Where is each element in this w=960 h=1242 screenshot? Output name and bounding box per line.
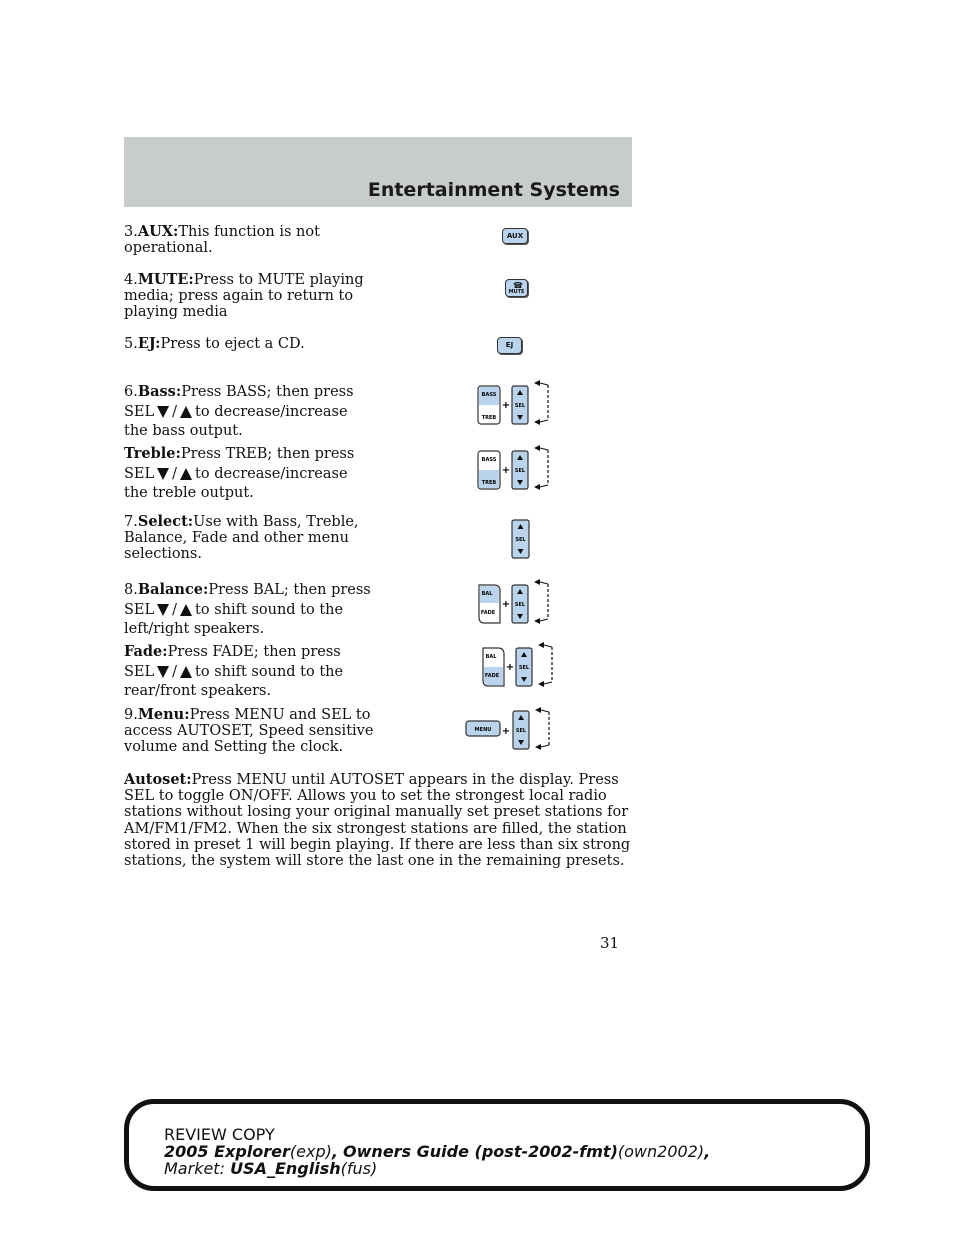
item-aux <box>124 224 384 256</box>
svg-text:SEL: SEL <box>514 468 526 474</box>
speaker-icon: ☎ <box>513 281 523 290</box>
eject-button-icon: EJ <box>497 337 522 354</box>
svg-text:BAL: BAL <box>481 591 493 597</box>
item-menu: 9.Menu:Press MENU and SEL to access AUTOSET, Speed sensitive volume and Setting the clock. <box>124 706 374 755</box>
down-arrow-icon <box>157 604 169 616</box>
svg-text:+: + <box>501 400 511 411</box>
svg-text:TREB: TREB <box>481 480 497 486</box>
bass-sel-diagram <box>476 378 556 428</box>
item-bass: 6.Bass:Press BASS; then press SEL / to decrease/increase the bass output. <box>124 383 354 439</box>
up-arrow-icon <box>180 468 192 480</box>
item-balance: 8.Balance:Press BAL; then press SEL / to shift sound to the left/right speakers. <box>124 581 371 637</box>
svg-text:+: + <box>505 662 515 673</box>
review-copy-text: REVIEW COPY 2005 Explorer(exp), Owners Guide (post-2002-fmt)(own2002), Market: USA_English(fus) <box>164 1125 711 1178</box>
up-arrow-icon <box>180 406 192 418</box>
up-arrow-icon <box>180 604 192 616</box>
fade-sel-diagram <box>480 640 560 692</box>
svg-text:SEL: SEL <box>515 728 527 734</box>
treb-label: TREB <box>481 415 497 421</box>
aux-button-icon: AUX <box>502 228 528 244</box>
autoset-paragraph: Autoset:Press MENU until AUTOSET appears in the display. Press SEL to toggle ON/OFF. Allows you to set the strongest local radio stations without losing your original manually set preset stations for AM/FM1/FM2. When the six strongest stations are filled, the station stored in preset 1 will begin playing. If there are less than six strong stations, the system will store the last one in the remaining presets. <box>124 771 631 870</box>
mute-button-icon: ☎ MUTE <box>505 279 528 297</box>
svg-text:MENU: MENU <box>474 727 492 733</box>
item-ej: 5.EJ:Press to eject a CD. <box>124 335 305 352</box>
svg-text:SEL: SEL <box>514 403 526 409</box>
svg-text:FADE: FADE <box>484 673 500 679</box>
select-button-diagram <box>510 518 532 560</box>
page-title: Entertainment Systems <box>367 179 620 201</box>
svg-text:BASS: BASS <box>481 457 497 463</box>
bass-label: BASS <box>481 392 497 398</box>
balance-sel-diagram <box>476 577 556 627</box>
svg-text:SEL: SEL <box>514 602 526 608</box>
item-text: This function is not operational. <box>124 224 320 256</box>
svg-text:+: + <box>501 726 511 737</box>
svg-text:+: + <box>501 599 511 610</box>
svg-text:+: + <box>501 465 511 476</box>
menu-sel-diagram <box>464 705 556 755</box>
svg-text:SEL: SEL <box>518 665 530 671</box>
item-treble: Treble:Press TREB; then press SEL / to decrease/increase the treble output. <box>124 445 355 501</box>
down-arrow-icon <box>157 468 169 480</box>
treble-sel-diagram <box>476 443 556 493</box>
item-fade: Fade:Press FADE; then press SEL / to shift sound to the rear/front speakers. <box>124 643 344 699</box>
item-term: AUX: <box>137 223 179 240</box>
svg-text:SEL: SEL <box>515 537 526 543</box>
down-arrow-icon <box>157 406 169 418</box>
item-select: 7.Select:Use with Bass, Treble, Balance, Fade and other menu selections. <box>124 513 359 562</box>
up-arrow-icon <box>180 666 192 678</box>
svg-text:BAL: BAL <box>485 654 497 660</box>
page-number: 31 <box>600 934 620 952</box>
item-mute: 4.MUTE:Press to MUTE playing media; press again to return to playing media <box>124 271 364 320</box>
item-number: 3. <box>124 224 138 240</box>
header-band <box>124 137 632 207</box>
svg-text:FADE: FADE <box>480 610 496 616</box>
down-arrow-icon <box>157 666 169 678</box>
